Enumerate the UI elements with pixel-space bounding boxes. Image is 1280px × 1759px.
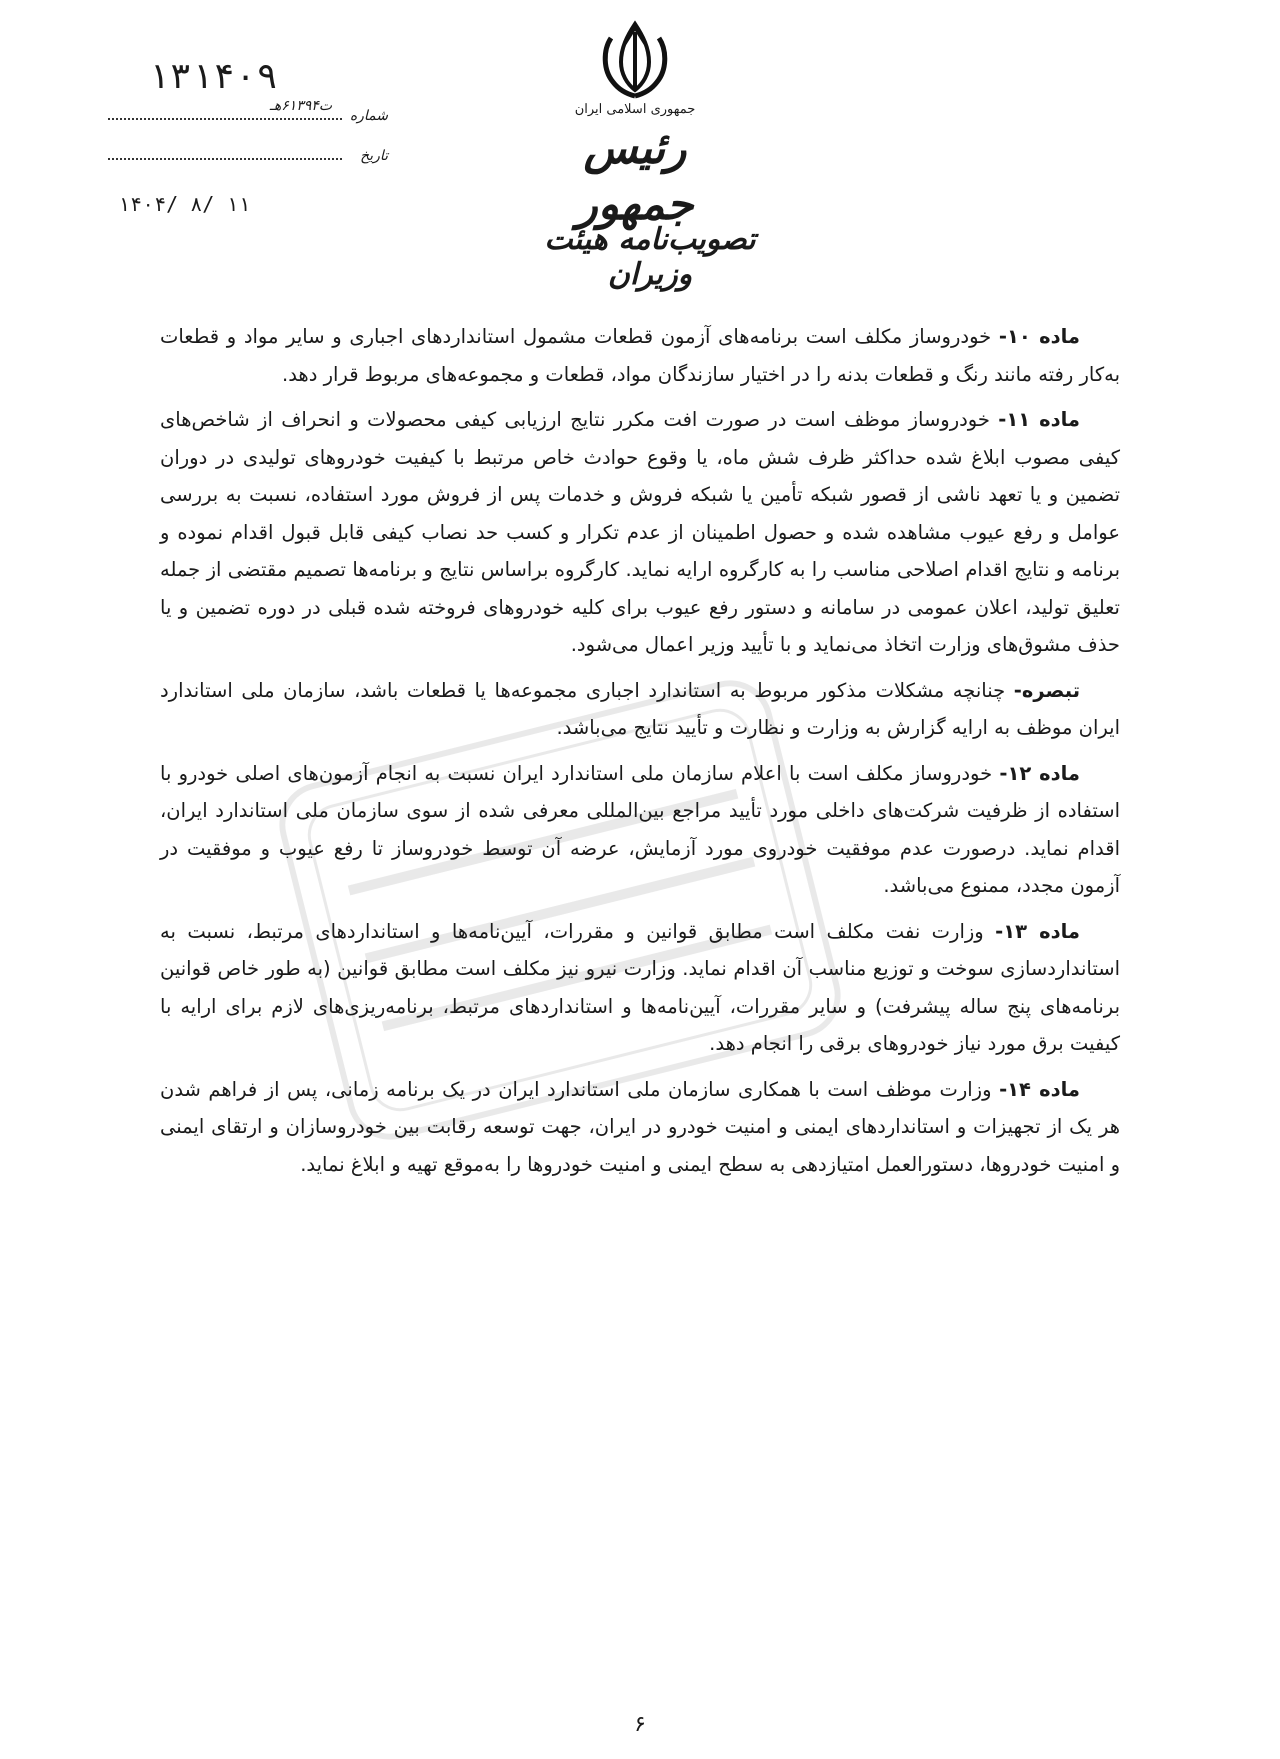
handwritten-number: ۱۳۱۴۰۹ — [148, 56, 279, 97]
office-title: رئیس جمهور — [576, 123, 694, 230]
letterhead — [520, 18, 750, 233]
article-10 — [160, 318, 1120, 393]
note — [160, 672, 1120, 747]
article-heading: ماده ۱۲- — [999, 761, 1080, 785]
iran-emblem-icon — [591, 18, 679, 100]
republic-caption: جمهوری اسلامی ایران — [574, 102, 696, 117]
date-label: تاریخ — [360, 148, 388, 164]
article-text: خودروساز مکلف است برنامه‌های آزمون قطعات مشمول استانداردهای اجباری و سایر مواد و قطعات به‌کار رفته مانند رنگ و قطعات بدنه را در اختیار سازندگان مواد، قطعات و مجموعه‌های مربوط قرار دهد. — [160, 325, 1120, 386]
article-text: وزارت موظف است با همکاری سازمان ملی استاندارد ایران در یک برنامه زمانی، پس از فراهم شدن هر یک از تجهیزات و استانداردهای ایمنی و امنیت خودرو در ایران، جهت توسعه رقابت بین خودروسازان و ارتقای ایمنی و امنیت خودروها، دستورالعمل امتیازدهی به سطح ایمنی و امنیت خودروها را به‌موقع تهیه و ابلاغ نماید. — [160, 1077, 1120, 1176]
handwritten-date: ۱۴۰۴/ ۸/ ۱۱ — [118, 192, 251, 216]
article-heading: ماده ۱۰- — [998, 325, 1080, 348]
article-text: وزارت نفت مکلف است مطابق قوانین و مقررات، آیین‌نامه‌ها و استانداردهای مرتبط، نسبت به استانداردسازی سوخت و توزیع مناسب آن اقدام نماید. وزارت نیرو نیز مکلف است مطابق قوانین (به طور خاص قوانین برنامه‌های پنج ساله پیشرفت) و سایر مقررات، آیین‌نامه‌ها و استانداردهای مرتبط، برنامه‌ریزی‌های لازم برای ارایه با کیفیت برق مورد نیاز خودروهای برقی را انجام دهد. — [160, 919, 1120, 1055]
article-14 — [160, 1071, 1120, 1184]
article-heading: ماده ۱۳- — [995, 919, 1081, 943]
date-row — [108, 148, 388, 164]
date-dotted-line — [108, 148, 342, 160]
article-12 — [160, 755, 1120, 905]
document-body — [160, 318, 1120, 1191]
article-heading: ماده ۱۱- — [998, 408, 1081, 431]
article-13 — [160, 913, 1120, 1063]
article-text: خودروساز موظف است در صورت افت مکرر نتایج ارزیابی کیفی محصولات و انحراف از شاخص‌های کیفی مصوب ابلاغ شده حداکثر ظرف شش ماه، یا وقوع حوادث خاص مرتبط با کیفیت خودروهای تولیدی در دوران تضمین و یا تعهد ناشی از قصور شبکه تأمین یا شبکه فروش و خدمات پس از فروش مورد استفاده، نسبت به بررسی عوامل و رفع عیوب مشاهده شده و حصول اطمینان از عدم تکرار و کسب حد نصاب کیفی قابل قبول اقدام نموده و برنامه و نتایج اقدام اصلاحی مناسب را به کارگروه ارایه نماید. کارگروه براساس نتایج و برنامه‌ها تصمیم مقتضی از جمله تعلیق تولید، اعلان عمومی در سامانه و دستور رفع عیوب برای کلیه خودروهای فروخته شده قبلی در دوره تضمین و یا حذف مشوق‌های وزارت اتخاذ می‌نماید و با تأیید وزیر اعمال می‌شود. — [160, 408, 1120, 656]
article-heading: ماده ۱۴- — [999, 1077, 1080, 1101]
article-text: خودروساز مکلف است با اعلام سازمان ملی استاندارد ایران نسبت به انجام آزمون‌های اصلی خودرو با استفاده از ظرفیت شرکت‌های داخلی مورد تأیید مراجع بین‌المللی معرفی شده از سوی سازمان ملی استاندارد ایران، اقدام نماید. درصورت عدم موفقیت خودروی مورد آزمایش، عرضه آن توسط خودروساز تا رفع عیوب و موفقیت در آزمون مجدد، ممنوع می‌باشد. — [160, 761, 1120, 897]
page-number: ۶ — [634, 1712, 646, 1737]
document-type-title: تصویب‌نامه هیئت وزیران — [544, 222, 756, 292]
note-heading: تبصره- — [1013, 678, 1081, 702]
number-row — [108, 98, 388, 124]
number-dotted-line — [108, 98, 342, 120]
note-text: چنانچه مشکلات مذکور مربوط به استاندارد اجباری مجموعه‌ها یا قطعات باشد، سازمان ملی استاندارد ایران موظف به ارایه گزارش به وزارت و نظارت و تأیید نتایج می‌باشد. — [160, 678, 1120, 739]
article-11 — [160, 401, 1120, 664]
number-value: ت۶۱۳۹۴هـ — [269, 98, 332, 114]
number-label: شماره — [349, 108, 388, 124]
